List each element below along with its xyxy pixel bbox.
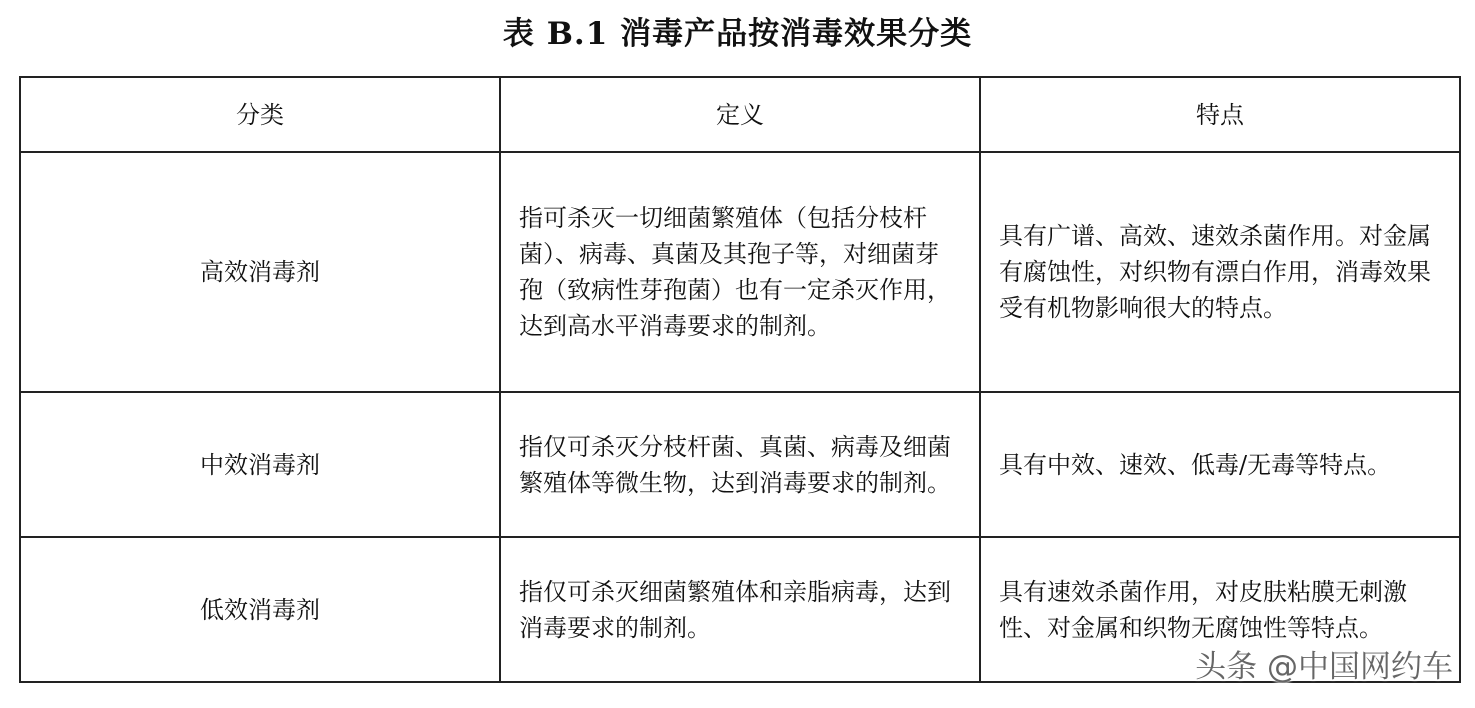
features-cell: 具有速效杀菌作用，对皮肤粘膜无刺激性、对金属和织物无腐蚀性等特点。 (980, 537, 1460, 682)
table-row (20, 152, 1460, 392)
watermark: 头条 @中国网约车 (1195, 649, 1453, 685)
header-definition: 定义 (500, 77, 980, 152)
disinfectant-classification-table (19, 76, 1461, 683)
definition-cell: 指仅可杀灭细菌繁殖体和亲脂病毒，达到消毒要求的制剂。 (500, 537, 980, 682)
category-cell: 高效消毒剂 (20, 152, 500, 392)
header-features: 特点 (980, 77, 1460, 152)
category-cell: 低效消毒剂 (20, 537, 500, 682)
table-header-row (20, 77, 1460, 152)
features-cell: 具有中效、速效、低毒/无毒等特点。 (980, 392, 1460, 537)
document-title: 表 B.1 消毒产品按消毒效果分类 (502, 16, 973, 52)
definition-cell: 指可杀灭一切细菌繁殖体（包括分枝杆菌）、病毒、真菌及其孢子等，对细菌芽孢（致病性芽孢菌）也有一定杀灭作用，达到高水平消毒要求的制剂。 (500, 152, 980, 392)
category-cell: 中效消毒剂 (20, 392, 500, 537)
definition-cell: 指仅可杀灭分枝杆菌、真菌、病毒及细菌繁殖体等微生物，达到消毒要求的制剂。 (500, 392, 980, 537)
features-cell: 具有广谱、高效、速效杀菌作用。对金属有腐蚀性，对织物有漂白作用，消毒效果受有机物影响很大的特点。 (980, 152, 1460, 392)
header-category: 分类 (20, 77, 500, 152)
table-row (20, 392, 1460, 537)
